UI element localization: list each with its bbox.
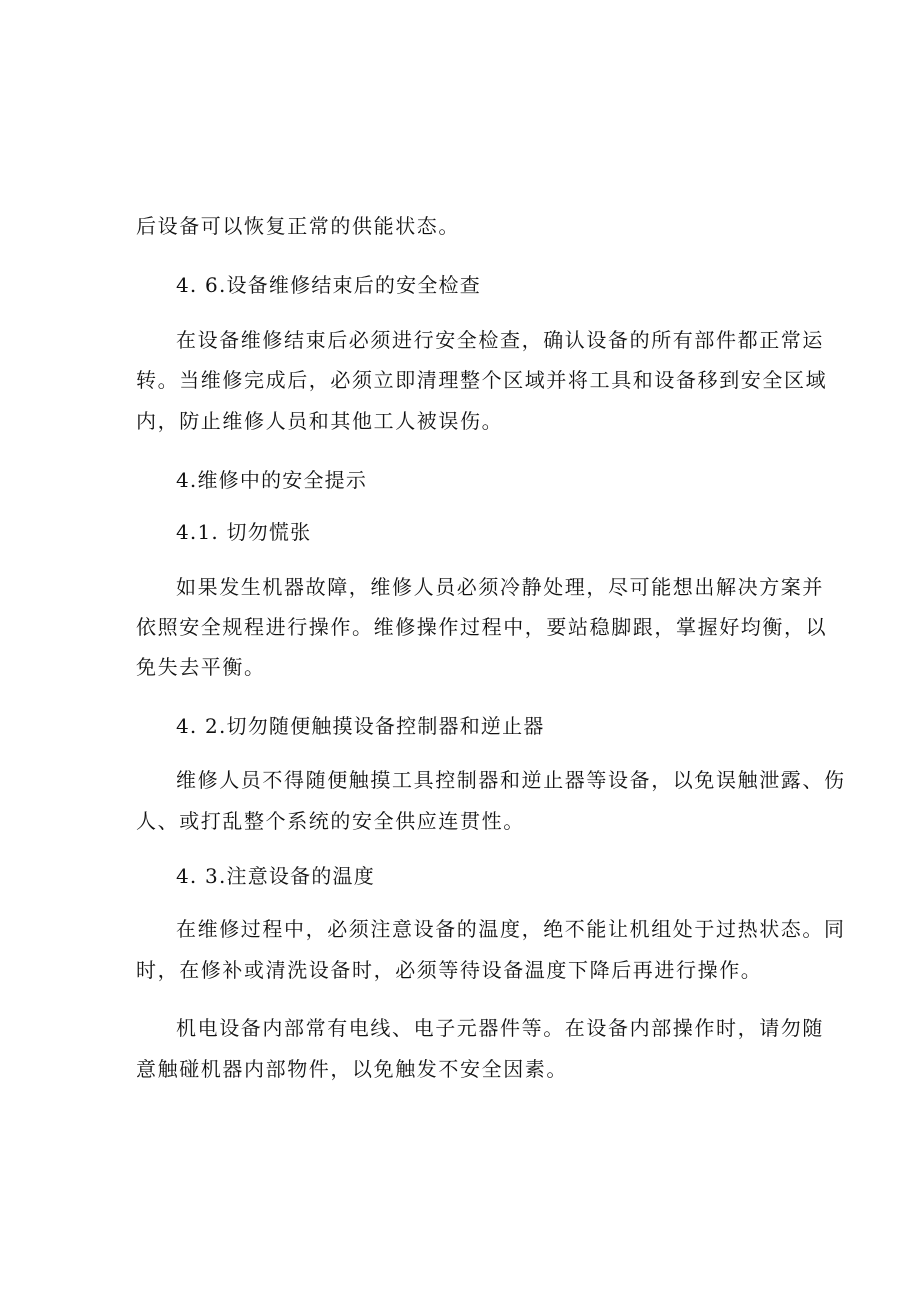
section-heading-4: 4.维修中的安全提示 (176, 468, 368, 492)
section-heading-4-1: 4.1. 切勿慌张 (176, 520, 312, 544)
paragraph-line: 在设备维修结束后必须进行安全检查，确认设备的所有部件都正常运 (176, 328, 824, 352)
paragraph-line: 在维修过程中，必须注意设备的温度，绝不能让机组处于过热状态。同 (176, 917, 846, 941)
paragraph-line: 人、或打乱整个系统的安全供应连贯性。 (136, 809, 525, 833)
paragraph-line: 如果发生机器故障，维修人员必须冷静处理，尽可能想出解决方案并 (176, 575, 824, 599)
section-heading-4-6: 4. 6.设备维修结束后的安全检查 (176, 273, 481, 297)
paragraph-line: 转。当维修完成后，必须立即清理整个区域并将工具和设备移到安全区域 (136, 368, 828, 392)
paragraph-line: 机电设备内部常有电线、电子元器件等。在设备内部操作时，请勿随 (176, 1016, 824, 1040)
paragraph-line: 内，防止维修人员和其他工人被误伤。 (136, 409, 504, 433)
paragraph-line: 免失去平衡。 (136, 655, 266, 679)
paragraph-line: 时，在修补或清洗设备时，必须等待设备温度下降后再进行操作。 (136, 958, 763, 982)
paragraph-line: 意触碰机器内部物件，以免触发不安全因素。 (136, 1057, 568, 1081)
section-heading-4-2: 4. 2.切勿随便触摸设备控制器和逆止器 (176, 714, 545, 738)
paragraph-line: 后设备可以恢复正常的供能状态。 (136, 214, 460, 238)
paragraph-line: 依照安全规程进行操作。维修操作过程中，要站稳脚跟，掌握好均衡，以 (136, 615, 828, 639)
paragraph-line: 维修人员不得随便触摸工具控制器和逆止器等设备，以免误触泄露、伤 (176, 768, 846, 792)
section-heading-4-3: 4. 3.注意设备的温度 (176, 864, 375, 888)
